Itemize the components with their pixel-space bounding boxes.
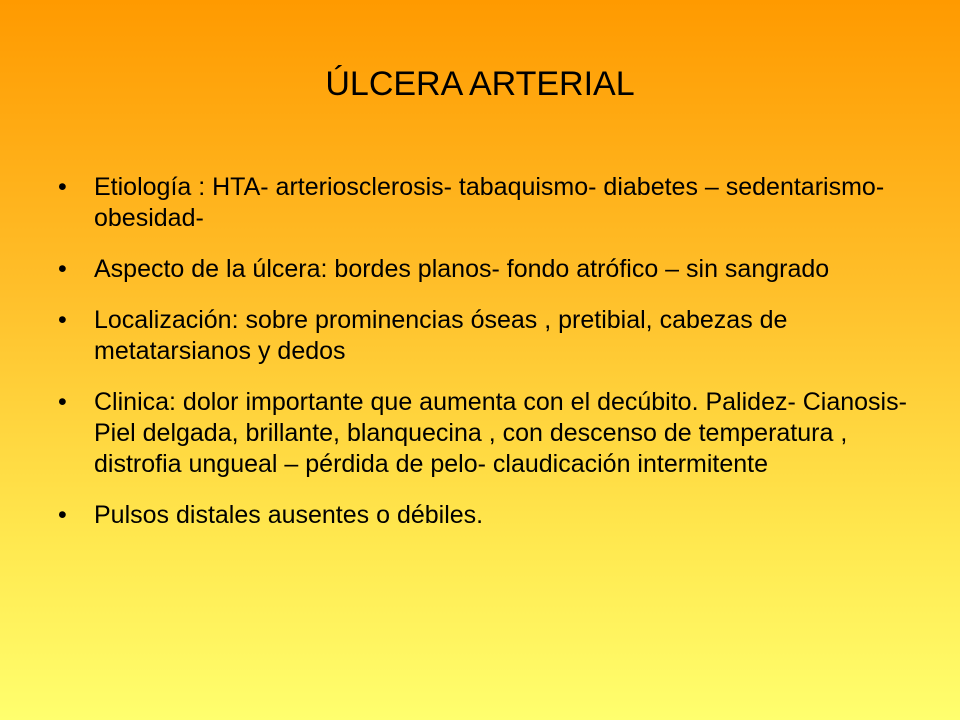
- bullet-text: Clinica: dolor importante que aumenta con el decúbito. Palidez- Cianosis- Piel delgada, brillante, blanquecina , con descenso de temperatura , distrofia ungueal – pérdida de pelo- claudicación intermitente: [94, 388, 907, 478]
- bullet-text: Pulsos distales ausentes o débiles.: [94, 501, 484, 529]
- bullet-icon: •: [58, 388, 67, 416]
- bullet-icon: •: [58, 501, 67, 529]
- bullet-icon: •: [58, 255, 67, 283]
- bullet-text: Aspecto de la úlcera: bordes planos- fondo atrófico – sin sangrado: [94, 255, 830, 283]
- slide-title: ÚLCERA ARTERIAL: [325, 65, 635, 103]
- bullet-icon: •: [58, 173, 67, 201]
- bullet-item-localizacion: [58, 305, 908, 367]
- bullet-item-clinica: [58, 387, 908, 480]
- bullet-item-pulsos: [58, 500, 908, 531]
- bullet-list: [58, 172, 908, 551]
- bullet-text: Localización: sobre prominencias óseas , pretibial, cabezas de metatarsianos y dedos: [94, 306, 788, 365]
- bullet-icon: •: [58, 306, 67, 334]
- bullet-text: Etiología : HTA- arteriosclerosis- tabaquismo- diabetes – sedentarismo-obesidad-: [94, 173, 885, 232]
- bullet-item-etiologia: [58, 172, 908, 234]
- bullet-item-aspecto: [58, 254, 908, 285]
